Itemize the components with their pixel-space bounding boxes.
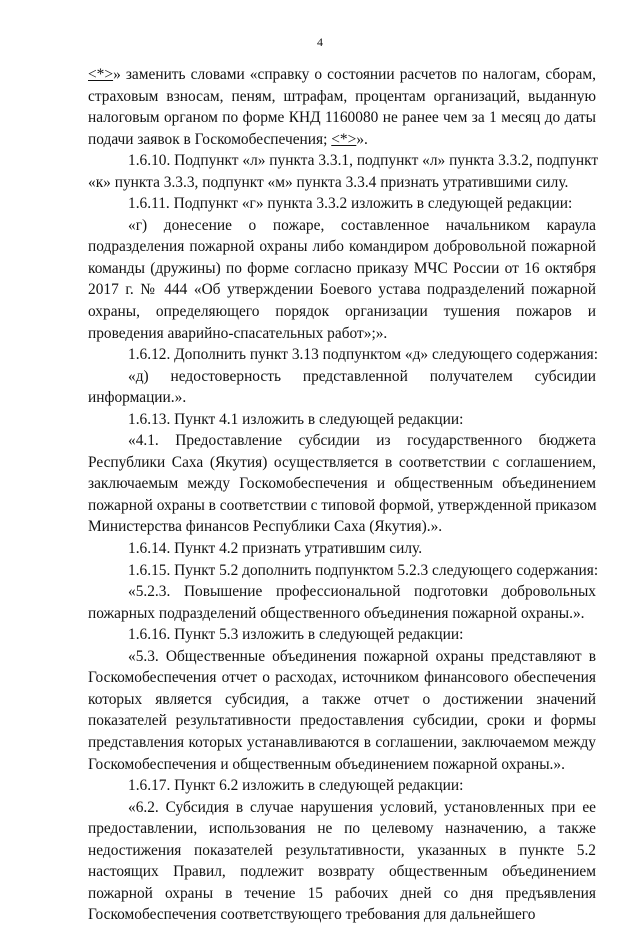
text-line: Госкомобеспечения и общественным объединением пожарной охраны.».: [88, 755, 565, 773]
paragraph-p1: [88, 64, 596, 150]
paragraph-p12: [88, 624, 596, 646]
text-line: подачи заявок в Госкомобеспечения; <*>».: [88, 130, 368, 148]
text-line: которых является субсидия, а также отчет о достижении значений: [88, 690, 596, 708]
paragraph-p8: [88, 430, 596, 538]
paragraph-p7: [88, 409, 596, 431]
paragraph-p9: [88, 538, 596, 560]
paragraph-p14: [88, 775, 596, 797]
text-line: 2017 г. № 444 «Об утверждении Боевого устава подразделений пожарной: [88, 281, 596, 299]
paragraph-p4: [88, 215, 596, 344]
paragraph-p6: [88, 366, 596, 409]
text-line: 1.6.10. Подпункт «л» пункта 3.3.1, подпункт «л» пункта 3.3.2, подпункт: [128, 152, 599, 170]
text-line: предоставлении, использования не по целевому назначению, а также: [88, 820, 596, 838]
paragraph-p3: [88, 193, 596, 215]
text-line: Министерства финансов Республики Саха (Якутия).».: [88, 518, 443, 536]
text-line: налоговым органом по форме КНД 1160080 не ранее чем за 1 месяц до даты: [88, 109, 596, 127]
text-line: команды (дружины) по форме согласно приказу МЧС России от 16 октября: [88, 259, 596, 277]
page-number: 4: [317, 35, 323, 49]
paragraph-p13: [88, 646, 596, 775]
text-line: Госкомобеспечения отчет о расходах, источником финансового обеспечения: [88, 669, 596, 687]
paragraph-p2: [88, 150, 599, 193]
text-line: представления которых устанавливаются в соглашении, заключаемом между: [88, 733, 596, 751]
paragraph-p5: [88, 344, 599, 366]
text-line: 1.6.16. Пункт 5.3 изложить в следующей редакции:: [128, 626, 464, 644]
text-line: 1.6.14. Пункт 4.2 признать утратившим силу.: [128, 540, 423, 558]
text-line: 1.6.11. Подпункт «г» пункта 3.3.2 изложить в следующей редакции:: [128, 195, 573, 213]
text-line: проведения аварийно-спасательных работ»;».: [88, 324, 388, 342]
text-line: пожарных подразделений общественного объединения пожарной охраны.».: [88, 604, 585, 622]
text-line: заключаемым между Госкомобеспечения и общественным объединением: [88, 475, 596, 493]
footnote-reference-link[interactable]: <*>: [88, 66, 114, 83]
text-line: «г) донесение о пожаре, составленное начальником караула: [128, 216, 596, 234]
text-line: «5.2.3. Повышение профессиональной подготовки добровольных: [128, 583, 596, 601]
text-line: 1.6.17. Пункт 6.2 изложить в следующей редакции:: [128, 777, 464, 795]
text-line: Госкомобеспечения соответствующего требования для дальнейшего: [88, 906, 536, 924]
text-line: 1.6.12. Дополнить пункт 3.13 подпунктом «д» следующего содержания:: [128, 346, 599, 364]
text-line: 1.6.15. Пункт 5.2 дополнить подпунктом 5.2.3 следующего содержания:: [128, 561, 599, 579]
footnote-reference-link[interactable]: <*>: [331, 130, 357, 148]
text-line: показателей результативности предоставления субсидии, сроки и формы: [88, 712, 596, 730]
text-line: «6.2. Субсидия в случае нарушения условий, установленных при ее: [128, 798, 596, 816]
text-line: страховым взносам, пеням, штрафам, процентам организаций, выданную: [88, 87, 596, 105]
text-line: Республики Саха (Якутия) осуществляется в соответствии с соглашением,: [88, 453, 596, 471]
text-line: подразделения пожарной охраны либо командиром добровольной пожарной: [88, 238, 596, 256]
text-line: пожарной охраны в течение 15 рабочих дней со дня предъявления: [88, 884, 596, 902]
text-line: настоящих Правил, подлежит возврату общественным объединением: [88, 863, 596, 881]
document-body: [88, 64, 599, 926]
paragraph-p11: [88, 581, 596, 624]
text-line: <*>» заменить словами «справку о состоянии расчетов по налогам, сборам,: [88, 66, 596, 83]
text-line: «5.3. Общественные объединения пожарной охраны представляют в: [128, 647, 596, 665]
text-line: «д) недостоверность представленной получателем субсидии: [128, 367, 596, 385]
paragraph-p10: [88, 560, 599, 582]
text-line: пожарной охраны в соответствии с типовой формой, утвержденной приказом: [88, 496, 597, 514]
text-line: охраны, определяющего порядок организации тушения пожаров и: [88, 303, 596, 321]
text-line: «4.1. Предоставление субсидии из государственного бюджета: [128, 432, 596, 450]
text-line: информации.».: [88, 389, 187, 407]
text-line: 1.6.13. Пункт 4.1 изложить в следующей редакции:: [128, 410, 464, 428]
paragraph-p15: [88, 797, 596, 926]
text-line: недостижения показателей результативности, указанных в пункте 5.2: [88, 841, 596, 859]
text-line: «к» пункта 3.3.3, подпункт «м» пункта 3.3.4 признать утратившими силу.: [88, 173, 569, 191]
